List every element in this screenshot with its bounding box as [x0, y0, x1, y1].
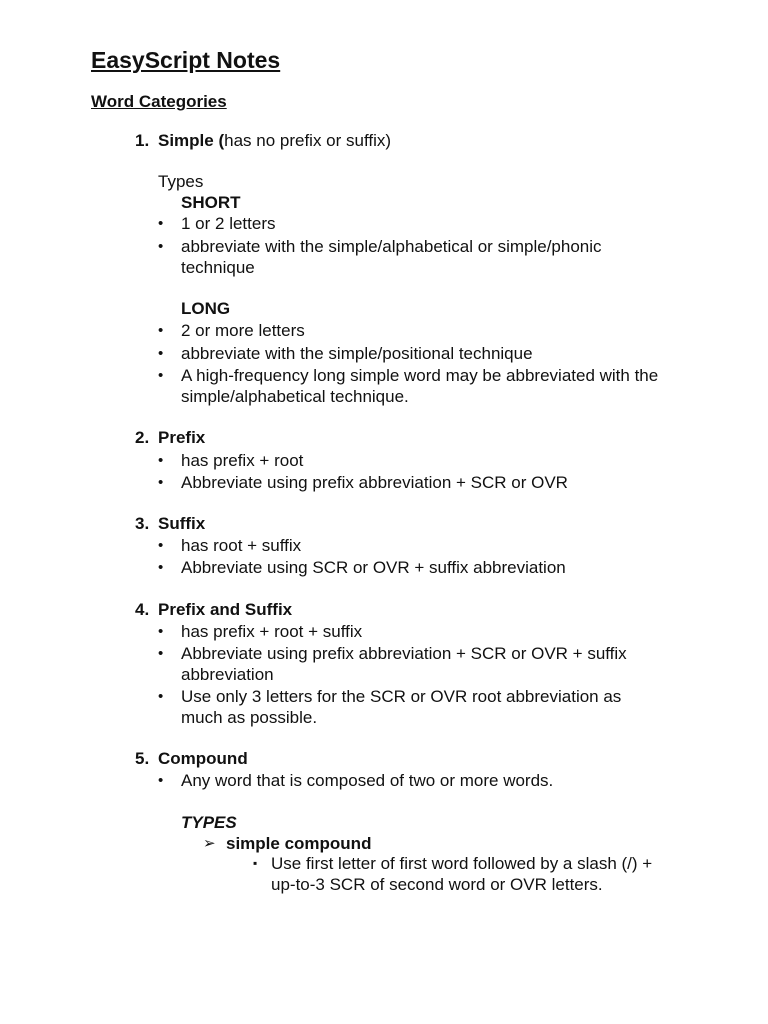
subheading-long: LONG	[181, 299, 231, 318]
category-heading	[158, 130, 391, 151]
bullet-icon: •	[158, 537, 164, 554]
category-number: 2.	[135, 428, 150, 447]
list-item-continuation: technique	[181, 258, 255, 277]
bullet-icon: •	[158, 345, 164, 362]
bullet-icon: •	[158, 623, 164, 640]
list-item: abbreviate with the simple/alphabetical or simple/phonic	[181, 237, 602, 256]
category-number: 1.	[135, 131, 150, 150]
arrow-bullet-icon: ➢	[203, 835, 216, 852]
category-number: 4.	[135, 600, 150, 619]
list-item-continuation: up-to-3 SCR of second word or OVR letters.	[271, 875, 603, 894]
list-item: Abbreviate using prefix abbreviation + SCR or OVR	[181, 473, 568, 492]
bullet-icon: •	[158, 688, 164, 705]
bullet-icon: •	[158, 367, 164, 384]
document-title: EasyScript Notes	[91, 47, 281, 73]
bullet-icon: •	[158, 238, 164, 255]
list-item: Use first letter of first word followed by a slash (/) +	[271, 854, 653, 873]
list-item-continuation: abbreviation	[181, 665, 274, 684]
list-item: Abbreviate using SCR or OVR + suffix abbreviation	[181, 558, 566, 577]
types-label: Types	[158, 172, 204, 191]
list-item: A high-frequency long simple word may be abbreviated with the	[181, 366, 659, 385]
section-heading: Word Categories	[91, 92, 227, 111]
bullet-icon: •	[158, 215, 164, 232]
subtype-heading: simple compound	[226, 834, 372, 853]
list-item: Use only 3 letters for the SCR or OVR root abbreviation as	[181, 687, 622, 706]
bullet-icon: •	[158, 474, 164, 491]
bullet-icon: •	[158, 772, 164, 789]
list-item: Abbreviate using prefix abbreviation + SCR or OVR + suffix	[181, 644, 627, 663]
square-bullet-icon: ▪	[253, 856, 258, 870]
bullet-icon: •	[158, 559, 164, 576]
list-item: has prefix + root + suffix	[181, 622, 363, 641]
category-name: Suffix	[158, 514, 206, 533]
list-item: has root + suffix	[181, 536, 302, 555]
category-number: 5.	[135, 749, 150, 768]
list-item-continuation: much as possible.	[181, 708, 318, 727]
category-number: 3.	[135, 514, 150, 533]
category-description: has no prefix or suffix)	[224, 131, 392, 150]
list-item: 2 or more letters	[181, 321, 305, 340]
subheading-short: SHORT	[181, 193, 241, 212]
category-name: Compound	[158, 749, 248, 768]
category-name: Prefix	[158, 428, 206, 447]
list-item: Any word that is composed of two or more words.	[181, 771, 554, 790]
list-item: abbreviate with the simple/positional technique	[181, 344, 533, 363]
bullet-icon: •	[158, 452, 164, 469]
bullet-icon: •	[158, 322, 164, 339]
category-name: Simple (	[158, 131, 225, 150]
list-item-continuation: simple/alphabetical technique.	[181, 387, 409, 406]
types-label: TYPES	[181, 813, 237, 832]
list-item: 1 or 2 letters	[181, 214, 276, 233]
list-item: has prefix + root	[181, 451, 304, 470]
category-name: Prefix and Suffix	[158, 600, 293, 619]
bullet-icon: •	[158, 645, 164, 662]
